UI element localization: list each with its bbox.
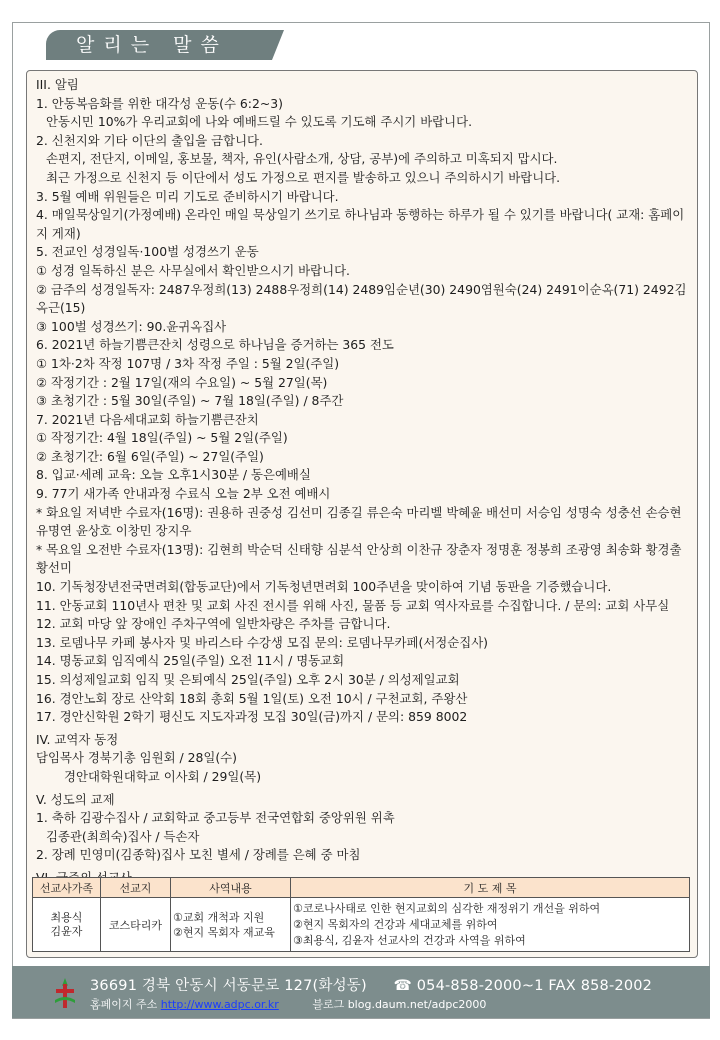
mission-work-cell <box>171 898 291 952</box>
notice-9-thursday-graduates: * 목요일 오전반 수료자(13명): 김현희 박순덕 신태향 심분석 안상희 이찬규 장춘자 정명훈 정봉희 조광영 최송화 황경출 황선미 <box>36 541 682 576</box>
prayer-topics-cell <box>291 898 690 952</box>
section-heading-fellowship: V. 성도의 교제 <box>36 791 115 807</box>
prayer-topic-2: ②현지 목회자의 건강과 세대교체를 위하여 <box>293 917 498 931</box>
notice-5-item-1: ① 성경 일독하신 분은 사무실에서 확인받으시기 바랍니다. <box>36 262 350 278</box>
mission-country-cell: 코스타리카 <box>101 898 171 952</box>
fellowship-line-1: 1. 축하 김광수집사 / 교회학교 중고등부 전국연합회 중앙위원 위촉 <box>36 810 395 826</box>
page-title: 알리는 말씀 <box>46 30 272 60</box>
notice-1-title: 1. 안동복음화를 위한 대각성 운동(수 6:2~3) <box>36 95 283 111</box>
footer-web-line <box>90 996 486 1012</box>
missionary-family-cell <box>33 898 101 952</box>
table-row <box>33 898 690 952</box>
notice-5-title: 5. 전교인 성경일독·100벌 성경쓰기 운동 <box>36 244 259 260</box>
notice-13: 13. 로뎀나무 카페 봉사자 및 바리스타 수강생 모집 문의: 로뎀나무카페(서정순집사) <box>36 634 489 650</box>
notice-9-tuesday-graduates: * 화요일 저녁반 수료자(16명): 권용하 권중성 김선미 김종길 류은숙 마리벨 박혜윤 배선미 서승임 성명숙 성충선 손승현 유명연 윤상호 이창민 장지우 <box>36 504 682 539</box>
missionary-table <box>32 877 690 952</box>
notice-9: 9. 77기 새가족 안내과정 수료식 오늘 2부 오전 예배시 <box>36 486 331 502</box>
prayer-topic-3: ③최용식, 김윤자 선교사의 건강과 사역을 위하여 <box>293 933 526 947</box>
notice-5-item-3: ③ 100벌 성경쓰기: 90.윤귀옥집사 <box>36 318 227 334</box>
prayer-topic-1: ①코로나사태로 인한 현지교회의 심각한 재정위기 개선을 위하여 <box>293 901 601 915</box>
section-heading-staff: IV. 교역자 동정 <box>36 731 119 747</box>
column-header-country: 선교지 <box>101 878 171 898</box>
staff-line-1: 담임목사 경북기총 임원회 / 28일(수) <box>36 750 237 766</box>
section-heading-notices: III. 알림 <box>36 77 79 92</box>
notice-2-body-1: 손편지, 전단지, 이메일, 홍보물, 책자, 유인(사람소개, 상담, 공부)에 주의하고 미혹되지 맙시다. <box>46 151 558 167</box>
notice-6-item-1: ① 1차·2차 작정 107명 / 3차 작정 주일 : 5월 2일(주일) <box>36 355 340 371</box>
footer-address-line <box>90 974 652 995</box>
fellowship-line-3: 2. 장례 민영미(김종학)집사 모친 별세 / 장례를 은혜 중 마침 <box>36 847 361 863</box>
table-header-row <box>33 878 690 898</box>
church-phone: ☎ 054-858-2000~1 FAX 858-2002 <box>393 978 653 994</box>
church-logo-icon <box>52 976 78 1010</box>
notice-10: 10. 기독청장년전국면려회(합동교단)에서 기독청년면려회 100주년을 맞이하여 기념 동판을 기증했습니다. <box>36 579 612 595</box>
notice-6-title: 6. 2021년 하늘기쁨큰잔치 성령으로 하나님을 증거하는 365 전도 <box>36 337 394 353</box>
column-header-prayer: 기 도 제 목 <box>291 878 690 898</box>
mission-work-2: ②현지 목회자 재교육 <box>173 925 275 939</box>
notice-17: 17. 경안신학원 2학기 평신도 지도자과정 모집 30일(금)까지 / 문의: 859 8002 <box>36 709 468 725</box>
notice-1-body: 안동시민 10%가 우리교회에 나와 예배드릴 수 있도록 기도해 주시기 바랍니다. <box>46 114 473 130</box>
notice-7-item-1: ① 작정기간: 4월 18일(주일) ~ 5월 2일(주일) <box>36 430 288 446</box>
church-address: 36691 경북 안동시 서동문로 127(화성동) <box>90 978 367 994</box>
notice-6-item-3: ③ 초청기간 : 5월 30일(주일) ~ 7월 18일(주일) / 8주간 <box>36 393 344 409</box>
notice-2-title: 2. 신천지와 기타 이단의 출입을 금합니다. <box>36 132 263 148</box>
notice-14: 14. 명동교회 임직예식 25일(주일) 오전 11시 / 명동교회 <box>36 653 345 669</box>
announcement-content <box>36 76 692 888</box>
column-header-family: 선교사가족 <box>33 878 101 898</box>
blog-address: 블로그 blog.daum.net/adpc2000 <box>312 998 487 1011</box>
notice-2-body-2: 최근 가정으로 신천지 등 이단에서 성도 가정으로 편지를 발송하고 있으니 주의하시기 바랍니다. <box>46 169 561 185</box>
notice-6-item-2: ② 작정기간 : 2월 17일(재의 수요일) ~ 5월 27일(목) <box>36 374 328 390</box>
notice-11: 11. 안동교회 110년사 편찬 및 교회 사진 전시를 위해 사진, 물품 등 교회 역사자료를 수집합니다. / 문의: 교회 사무실 <box>36 597 670 613</box>
notice-7-item-2: ② 초청기간: 6월 6일(주일) ~ 27일(주일) <box>36 448 264 464</box>
notice-8: 8. 입교·세례 교육: 오늘 오후1시30분 / 동은예배실 <box>36 467 311 483</box>
notice-15: 15. 의성제일교회 임직 및 은퇴예식 25일(주일) 오후 2시 30분 / 의성제일교회 <box>36 672 460 687</box>
staff-line-2: 경안대학원대학교 이사회 / 29일(목) <box>64 768 262 784</box>
homepage-label: 홈페이지 주소 <box>90 998 158 1011</box>
footer <box>12 966 710 1018</box>
missionary-name-1: 최용식 <box>50 910 83 924</box>
mission-work-1: ①교회 개척과 지원 <box>173 910 265 924</box>
homepage-link[interactable]: http://www.adpc.or.kr <box>160 998 279 1011</box>
notice-4: 4. 매일묵상일기(가정예배) 온라인 매일 묵상일기 쓰기로 하나님과 동행하는 하루가 될 수 있기를 바랍니다( 교재: 홈페이지 게재) <box>36 207 685 241</box>
notice-12: 12. 교회 마당 앞 장애인 주차구역에 일반차량은 주차를 금합니다. <box>36 616 391 632</box>
notice-16: 16. 경안노회 장로 산악회 18회 총회 5월 1일(토) 오전 10시 / 구천교회, 주왕산 <box>36 690 468 706</box>
column-header-work: 사역내용 <box>171 878 291 898</box>
notice-5-item-2: ② 금주의 성경일독자: 2487우정희(13) 2488우정희(14) 2489임순년(30) 2490염원숙(24) 2491이순옥(71) 2492김옥근(15) <box>36 281 687 316</box>
missionary-name-2: 김윤자 <box>50 924 83 938</box>
notice-7-title: 7. 2021년 다음세대교회 하늘기쁨큰잔치 <box>36 411 259 427</box>
fellowship-line-2: 김종관(최희숙)집사 / 득손자 <box>46 828 200 844</box>
notice-3: 3. 5월 예배 위원들은 미리 기도로 준비하시기 바랍니다. <box>36 188 339 204</box>
